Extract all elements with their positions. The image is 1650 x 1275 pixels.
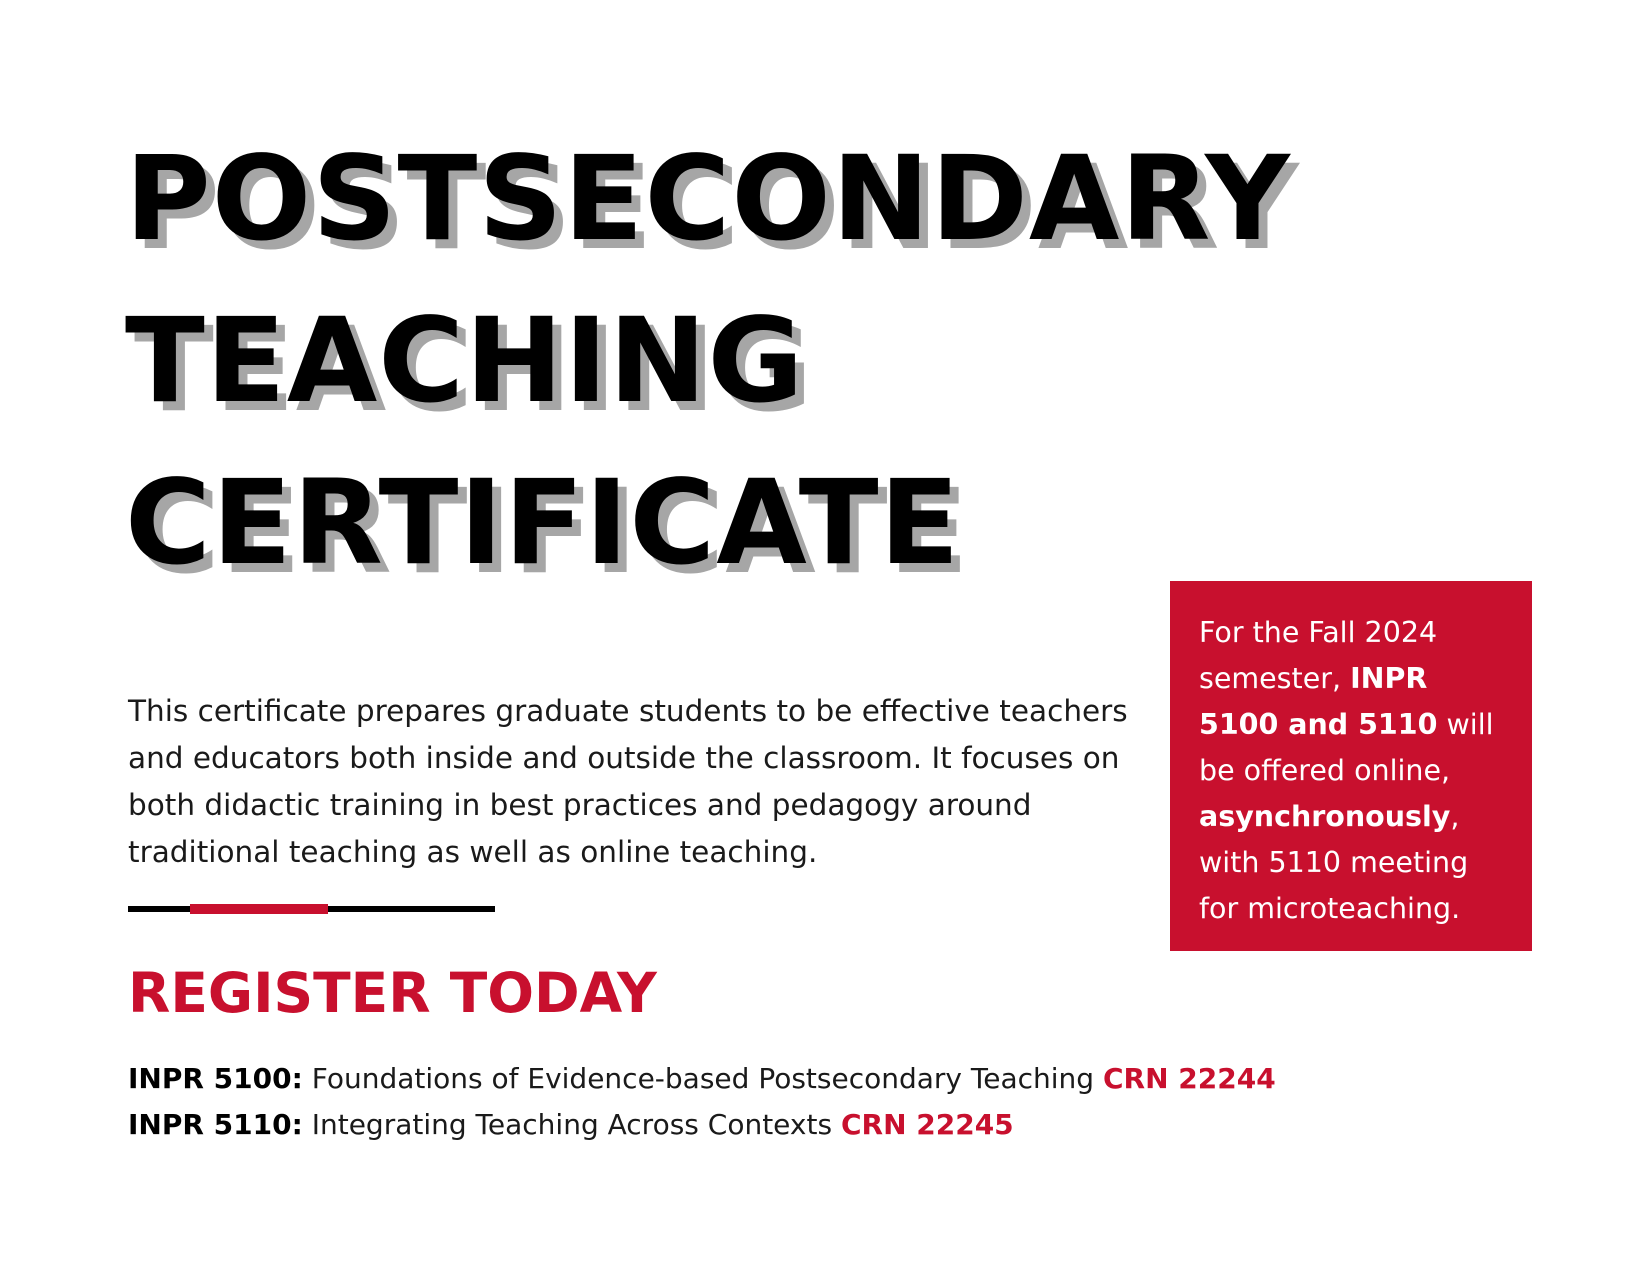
- course-name: Foundations of Evidence-based Postsecondary Teaching: [302, 1062, 1103, 1095]
- callout-text-2: will be offered online,: [1199, 708, 1494, 787]
- callout-text-1: For the Fall 2024 semester,: [1199, 616, 1438, 695]
- course-item-5100: [128, 1056, 1276, 1102]
- divider-accent: [190, 904, 328, 914]
- register-heading: REGISTER TODAY: [128, 961, 657, 1025]
- title-line-2: TEACHING: [125, 292, 805, 429]
- callout-course-numbers: INPR 5100 and 5110: [1199, 662, 1438, 741]
- section-divider: [128, 906, 495, 912]
- course-crn: CRN 22245: [840, 1108, 1014, 1141]
- semester-callout-box: [1170, 581, 1532, 951]
- certificate-title: [125, 118, 1291, 604]
- course-item-5110: [128, 1102, 1276, 1148]
- course-name: Integrating Teaching Across Contexts: [302, 1108, 841, 1141]
- course-code: INPR 5110:: [128, 1108, 303, 1141]
- certificate-description: This certificate prepares graduate students to be effective teachers and educators both inside and outside the classroom. It focuses on both didactic training in best practices and pedagogy around traditional teaching as well as online teaching.: [128, 694, 1128, 869]
- title-line-1: POSTSECONDARY: [125, 130, 1291, 267]
- course-code: INPR 5100:: [128, 1062, 303, 1095]
- title-line-3: CERTIFICATE: [125, 454, 961, 591]
- callout-delivery-mode: asynchronously: [1199, 800, 1451, 833]
- course-crn: CRN 22244: [1102, 1062, 1276, 1095]
- callout-text-3: , with 5110 meeting for microteaching.: [1199, 800, 1469, 925]
- course-list: [128, 1056, 1276, 1148]
